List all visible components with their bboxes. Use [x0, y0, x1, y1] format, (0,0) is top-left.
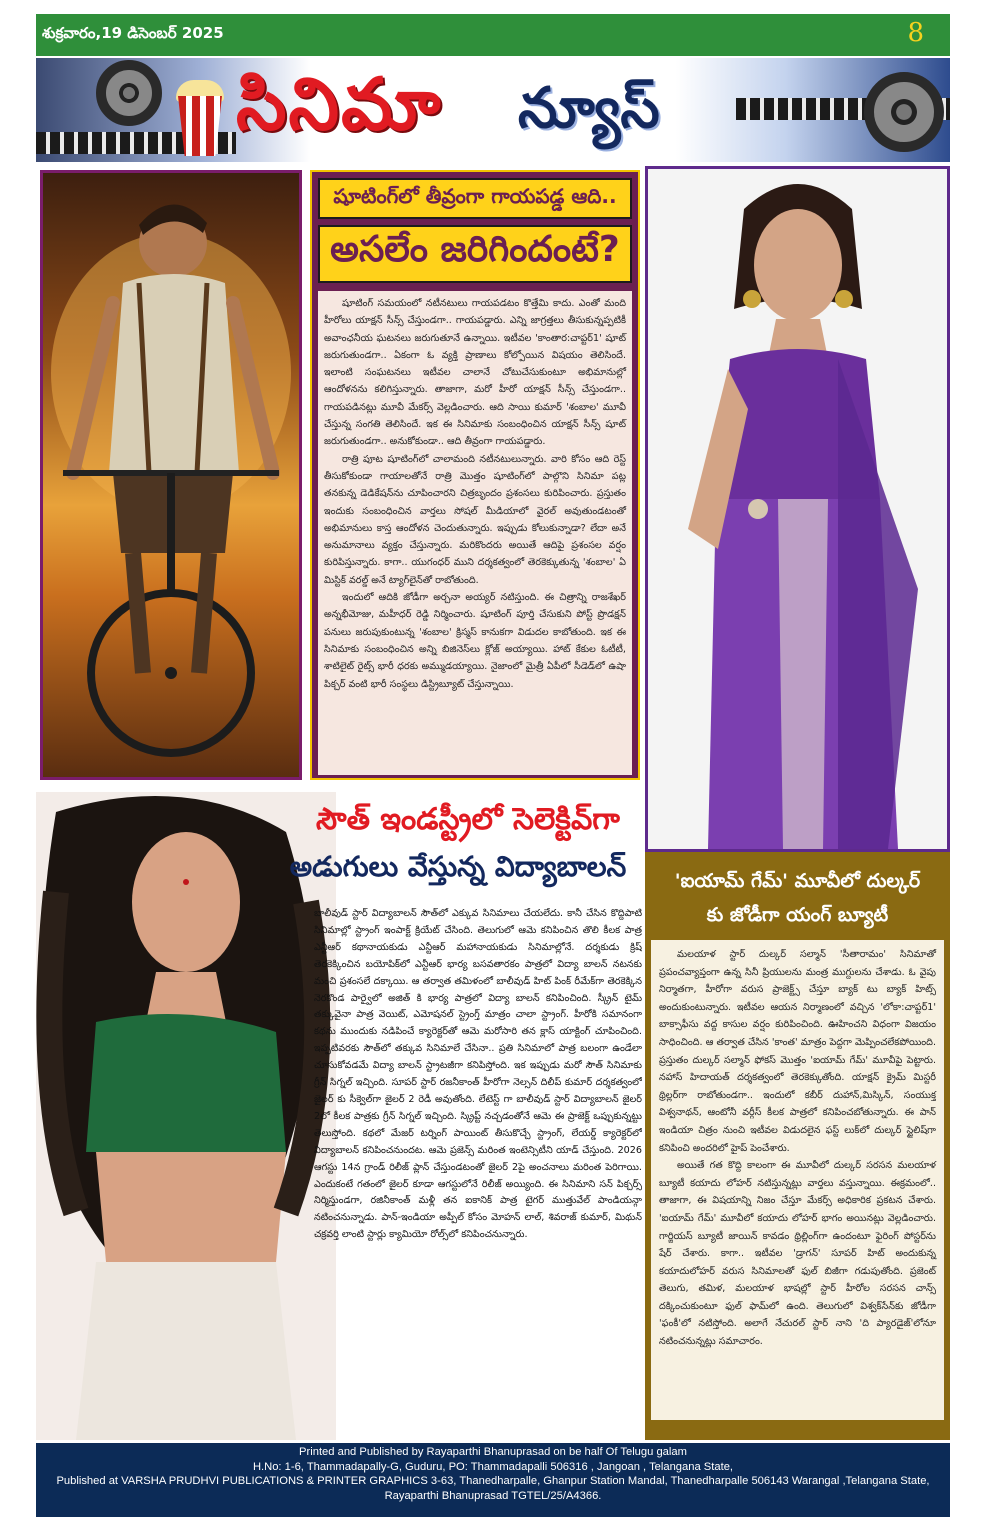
article-text [318, 291, 632, 775]
article-text: బాలీవుడ్ స్టార్ విద్యాబాలన్ సౌత్‌లో ఎక్కువ సినిమాలు చేయలేదు. కానీ చేసిన కొద్దిపాటి సినిమాల్లో స్ట్రాంగ్ ఇంపాక్ట్ క్రియేట్ చేసింది. తెలుగులో ఆమె కనిపించిన తొలి కీలక పాత్ర ఎన్టీఆర్ కథానాయకుడు ఎన్టీఆర్ మహానాయకుడు సినిమాల్లోనే. దర్శకుడు క్రిష్ తెరకెక్కించిన బయోపిక్‌లో ఎన్టీఆర్ భార్య బసవతారకం పాత్రలో విద్యా బాలన్ నటనకు మంచి ప్రశంసలే దక్కాయి. ఆ తర్వాత తమిళంలో బాలీవుడ్ హిట్ పింక్ రీమేక్‌గా తెరకెక్కిన నెరకొండ పార్వైలో అజిత్ కి భార్య పాత్రలో విద్యా బాలన్ కనిపించింది. స్క్రీన్ టైమ్ తక్కువైనా పాత్ర వెయిట్, ఎమోషనల్ స్ట్రెంగ్త్ మాత్రం చాలా స్ట్రాంగ్. హీరోకి సమానంగా కథను ముందుకు నడిపించే క్యారెక్టర్‌తో ఆమె మరోసారి తన క్లాస్ యాక్టింగ్ చూపించింది. ఇప్పటివరకు సౌత్‌లో తక్కువ సినిమాలే చేసినా.. ప్రతి సినిమాలో పాత్ర బలంగా ఉండేలా చూసుకోవడమే విద్యా బాలన్ స్ట్రాటజీగా కనిపిస్తోంది. ఇక ఇప్పుడు మరో సౌత్ సినిమాకు గ్రీన్ సిగ్నల్ ఇచ్చింది. సూపర్ స్టార్ రజనీకాంత్ హీరోగా నెల్సన్ దిలీప్ కుమార్ దర్శకత్వంలో జైలర్ కు సీక్వెల్‌గా జైలర్ 2 రెడీ అవుతోంది. లేటెస్ట్ గా బాలీవుడ్ స్టార్ విద్యాబాలన్ జైలర్ 2లో కీలక పాత్రకు గ్రీన్ సిగ్నల్ ఇచ్చింది. స్క్రిప్ట్ నచ్చడంతోనే ఆమె ఈ ప్రాజెక్ట్ ఒప్పుకున్నట్టు తెలుస్తోంది. కథలో మేజర్ టర్నింగ్ పాయింట్ తీసుకొచ్చే స్ట్రాంగ్, లేయర్డ్ క్యారెక్టర్‌లో విద్యాబాలన్ కనిపించనుందట. ఆమె ప్రజెన్స్ మరింత ఇంటెన్సిటీని యాడ్ చేస్తుంది. 2026 ఆగస్టు 14న గ్రాండ్ రిలీజ్ ప్లాన్ చేస్తుండటంతో జైలర్ 2పై అంచనాలు మరింత పెరిగాయి. ఎందుకంటే గతంలో జైలర్ కూడా ఆగస్టులోనే రిలీజ్ అయ్యింది. ఈ సినిమాని సన్ పిక్చర్స్ నిర్మిస్తుండగా, రజినీకాంత్ మళ్లీ తన ఐకానిక్ పాత్ర టైగర్ ముత్తువేల్ పాండియన్గా నటించనున్నాడు. పాన్-ఇండియా అప్పీల్ కోసం మోహన్ లాల్, శివరాజ్ కుమార్, మిథున్ చక్రవర్తి లాంటి స్టార్లు క్యామియో రోల్స్‌లో కనిపించనున్నారు. [314, 908, 642, 1241]
banner-title-cinema: సినిమా [236, 62, 443, 146]
imprint-line: Rayaparthi Bhanuprasad TGTEL/25/A4366. [384, 1489, 602, 1502]
paragraph: రాత్రి పూట షూటింగ్‌లో చాలామంది నటీనటులున్నారు. వారి కోసం ఆది రెస్ట్ తీసుకోకుండా గాయాలతోనే రాత్రి మొత్తం షూటింగ్‌లో పాల్గొని సినిమా పట్ల తనకున్న డెడికేషన్‌ను చూపించారని చిత్రబృందం ప్రశంసలు కురిపించారు. ప్రస్తుతం ఇందుకు సంబంధించిన వార్తలు సోషల్ మీడియాలో వైరల్ అవుతుండటంతో అభిమానులు కాస్త ఆందోళన చెందుతున్నారు. ఇప్పుడు కోలుకున్నాడా? లేదా అనే అనుమానాలు వ్యక్తం చేస్తున్నారు. మరికొందరు అయితే ఆదిపై ప్రశంసల వర్షం కురిపిస్తున్నారు. కాగా.. యుగంధర్ ముని దర్శకత్వంలో తెరకెక్కుతున్న 'శంబాల' ఏ మిస్టిక్ వరల్డ్ అనే ట్యాగ్‌లైన్‌తో రాబోతుంది. [324, 453, 626, 586]
imprint-line: Printed and Published by Rayaparthi Bhanuprasad on be half Of Telugu galam [299, 1446, 687, 1458]
date-bar [36, 14, 950, 56]
actor-bicycle-illustration [43, 173, 299, 777]
film-reel-icon [96, 60, 162, 126]
actress-saree-photo [645, 166, 950, 852]
popcorn-box-icon [178, 96, 222, 156]
paragraph: అయితే గత కొద్ది కాలంగా ఈ మూవీలో దుల్కర్ సరసన మలయాళ బ్యూటీ కయాదు లోహర్ నటిస్తున్నట్లు వార్తలు వస్తున్నాయి. ఈక్రమంలో.. తాజాగా, ఈ విషయాన్ని నిజం చేస్తూ మేకర్స్ అధికారిక ప్రకటన చేశారు. 'ఐయామ్ గేమ్' మూవీలో కయాదు లోహర్ భాగం అయినట్లు వెల్లడించారు. గార్జియస్ బ్యూటీ జాయిన్ కావడం థ్రిల్లింగ్‌గా ఉందంటూ ఫైరింగ్ పోస్టర్‌ను షేర్ చేశారు. కాగా.. ఇటీవల 'డ్రాగన్' సూపర్ హిట్ అందుకున్న కయాదులోహర్ వరుస సినిమాలతో ఫుల్ బిజీగా గడుపుతోంది. ప్రజెంట్ తెలుగు, తమిళ, మలయాళ భాషల్లో స్టార్ హీరోల సరసన చాన్స్ దక్కించుకుంటూ ఫుల్ ఫామ్‌లో ఉంది. తెలుగులో విశ్వక్‌సేన్‌కు జోడీగా 'ఫంకీ'లో నటిస్తోంది. అలాగే నేచురల్ స్టార్ నాని 'ది ప్యారడైజ్'లోనూ నటించనున్నట్లు సమాచారం. [659, 1160, 936, 1348]
article-text [651, 940, 944, 1420]
headline-line2: అసలేం జరిగిందంటే? [318, 225, 632, 283]
banner-title-news: న్యూస్ [518, 76, 660, 141]
imprint-line: H.No: 1-6, Thammadapally-G, Guduru, PO: Thammadapalli 506316 , Jangoan , Telangana State, [252, 1460, 734, 1473]
article-photo-actor-bicycle [40, 170, 302, 780]
headline-line1: షూటింగ్‌లో తీవ్రంగా గాయపడ్డ ఆది.. [318, 178, 632, 219]
section-banner [36, 58, 950, 162]
article-aadi-injury [36, 166, 641, 786]
paragraph: షూటింగ్ సమయంలో నటీనటులు గాయపడటం కొత్తేమి కాదు. ఎంతో మంది హీరోలు యాక్షన్ సీన్స్ చేస్తుండగా.. గాయపడ్డారు. ఎన్ని జాగ్రత్తలు తీసుకున్నప్పటికీ అవాంఛనీయ ఘటనలు జరుగుతూనే ఉన్నాయి. ఇటీవల 'కాంతార:చాప్టర్1' షూట్ జరుగుతుండగా.. ఏకంగా ఓ వ్యక్తి ప్రాణాలు కోల్పోయిన విషయం తెలిసిందే. ఇలాంటి సంఘటనలు ఇటీవల చాలానే చోటుచేసుకుంటూ అభిమానుల్లో ఆందోళనను కలిగిస్తున్నారు. తాజాగా, మరో హీరో యాక్షన్ సీన్స్ చేస్తుండగా.. గాయపడినట్లు మూవీ మేకర్స్ వెల్లడించారు. ఆది సాయి కుమార్ 'శంబాల' మూవీ చేస్తున్న సంగతి తెలిసిందే. ఇక ఈ సినిమాకు సంబంధించిన యాక్షన్ సీన్స్ షూట్ జరుగుతుండగా.. అనుకోకుండా.. ఆది తీవ్రంగా గాయపడ్డారు. [324, 298, 626, 448]
paragraph: ఇందులో ఆదికి జోడీగా అర్చనా అయ్యర్ నటిస్తుంది. ఈ చిత్రాన్ని రాజశేఖర్ అన్నభీమోజు, మహీధర్ రెడ్డి నిర్మించారు. షూటింగ్ పూర్తి చేసుకుని పోస్ట్ ప్రొడక్షన్ పనులు జరుపుకుంటున్న 'శంబాల' క్రిస్మస్ కానుకగా విడుదల కాబోతుంది. ఇక ఈ సినిమాకు సంబంధించిన అన్ని బిజినెస్‌లు క్లోజ్ అయ్యాయి. హాట్ కేకుల ఓటీటీ, శాటిలైట్ రైట్స్ భారీ ధరకు అమ్ముడయ్యాయి. నైజాంలో మైత్రీ ఏపీలో సీడెడ్‌లో ఉషా పిక్చర్ వంటి భారీ సంస్థలు డిస్ట్రిబ్యూట్ చేస్తున్నాయి. [324, 592, 626, 690]
page-number: 8 [907, 18, 924, 48]
paragraph: మలయాళ స్టార్ దుల్కర్ సల్మాన్ 'సీతారామం' సినిమాతో ప్రపంచవ్యాప్తంగా ఉన్న సినీ ప్రియులను మంత్ర ముగ్దులను చేశాడు. ఓ వైపు నిర్మాతగా, హీరోగా వరుస ప్రాజెక్ట్స్ చేస్తూ బ్యాక్ టు బ్యాక్ హిట్స్ అందుకుంటున్నారు. ఇటీవల ఆయన నిర్మాణంలో వచ్చిన 'లోకా:చాప్టర్1' బాక్సాఫీసు వద్ద కాసుల వర్షం కురిపించింది. ఊహించని విధంగా విజయం సాధించింది. ఆ తర్వాత చేసిన 'కాంత' మాత్రం పెద్దగా మెప్పించలేకపోయింది. ప్రస్తుతం దుల్కర్ సల్మాన్ ఫోకస్ మొత్తం 'ఐయామ్ గేమ్' మూవీపై పెట్టారు. నహాస్ హిదాయత్ దర్శకత్వంలో తెరకెక్కుతోంది. యాక్షన్ క్రైమ్ మిస్టరీ థ్రిల్లర్‌గా రాబోతుండగా.. ఇందులో కబీర్ దుహాన్,మిస్కిన్, సంయుక్త విశ్వనాథన్, ఆంటోనీ వర్గీస్ కీలక పాత్రలో కనిపించబోతున్నారు. ఈ పాన్ ఇండియా చిత్రం నుంచి ఇటీవల విడుదలైన ఫస్ట్ లుక్‌లో దుల్కర్ స్టైలిష్‌గా కనిపించి అందరిలో హైప్ పెంచేశారు. [659, 949, 936, 1154]
article-body-panel [310, 170, 640, 780]
actress-saree-illustration [648, 169, 947, 849]
film-reel-right-icon [864, 72, 944, 152]
issue-date: శుక్రవారం,19 డిసెంబర్ 2025 [42, 24, 224, 42]
article-headline [651, 858, 944, 940]
imprint-footer [36, 1443, 950, 1517]
headline-line2: అడుగులు వేస్తున్న విద్యాబాలన్ [289, 850, 627, 883]
headline-line2: కు జోడీగా యంగ్ బ్యూటీ [706, 904, 889, 926]
article-vidya-balan [36, 792, 641, 1440]
imprint-line: Published at VARSHA PRUDHVI PUBLICATIONS & PRINTER GRAPHICS 3-63, Thanedharpalle, Ghanpur Station Mandal, Thanedharpalle 506143 Warangal ,Telangana State, [56, 1475, 930, 1488]
headline-line1: సౌత్ ఇండస్ట్రీలో సెలెక్టివ్‌గా [316, 802, 620, 837]
headline-line1: 'ఐయామ్ గేమ్' మూవీలో దుల్కర్ [674, 870, 921, 892]
article-dulquer [645, 852, 950, 1440]
